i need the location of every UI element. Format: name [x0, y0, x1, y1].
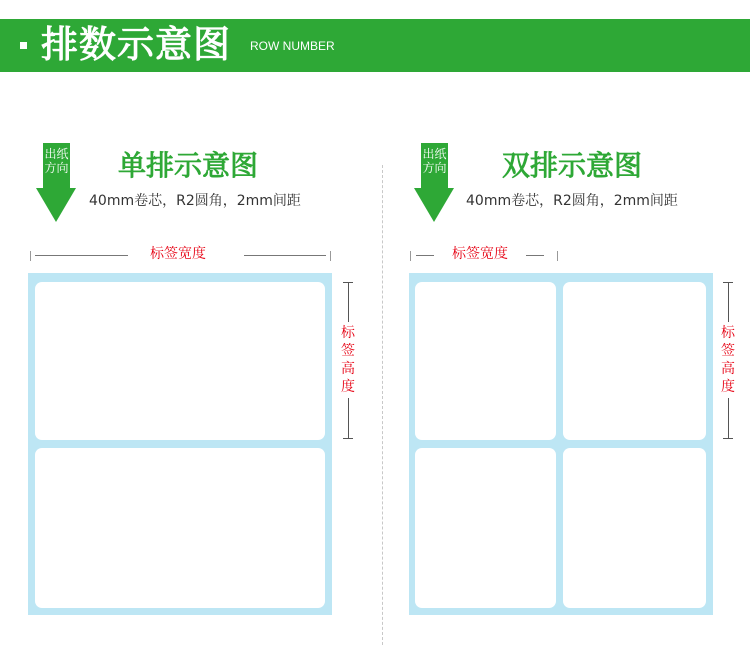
- height-dimension-cap-bottom: [343, 438, 353, 439]
- width-dimension-line-left: [35, 255, 128, 256]
- single-row-title: 单排示意图: [118, 149, 259, 182]
- width-dimension-line-right: [526, 255, 544, 256]
- height-dimension-cap-bottom: [723, 438, 733, 439]
- label-card: [35, 448, 325, 608]
- page-subtitle: ROW NUMBER: [250, 39, 335, 53]
- section-divider: [382, 165, 383, 645]
- double-row-description: 40mm卷芯，R2圆角，2mm间距: [466, 193, 678, 209]
- height-dimension-label: 标签高度: [341, 325, 355, 395]
- double-row-title: 双排示意图: [502, 149, 643, 182]
- page-title: 排数示意图: [41, 23, 231, 66]
- label-card: [415, 448, 556, 608]
- height-dimension-line-bottom: [728, 398, 729, 438]
- height-dimension-line-top: [348, 282, 349, 322]
- single-row-description: 40mm卷芯，R2圆角，2mm间距: [89, 193, 301, 209]
- feed-direction-arrow-icon: [414, 143, 455, 223]
- height-dimension-line-top: [728, 282, 729, 322]
- height-dimension-line-bottom: [348, 398, 349, 438]
- feed-direction-label: 出纸方向: [44, 147, 69, 175]
- height-dimension-label: 标签高度: [721, 325, 735, 395]
- label-card: [35, 282, 325, 440]
- width-dimension-tick-right: [330, 251, 331, 261]
- label-card: [415, 282, 556, 440]
- width-dimension-tick-left: [30, 251, 31, 261]
- label-card: [563, 282, 706, 440]
- label-sheet-double: [409, 273, 713, 615]
- feed-direction-label: 出纸方向: [422, 147, 447, 175]
- bullet-icon: [20, 42, 27, 49]
- width-dimension-label: 标签宽度: [452, 246, 508, 262]
- label-sheet-single: [28, 273, 332, 615]
- width-dimension-line-right: [244, 255, 326, 256]
- feed-direction-arrow-icon: [36, 143, 77, 223]
- width-dimension-tick-left: [410, 251, 411, 261]
- width-dimension-tick-right: [557, 251, 558, 261]
- width-dimension-label: 标签宽度: [150, 246, 206, 262]
- width-dimension-line-left: [416, 255, 434, 256]
- label-card: [563, 448, 706, 608]
- header-banner: [0, 19, 750, 72]
